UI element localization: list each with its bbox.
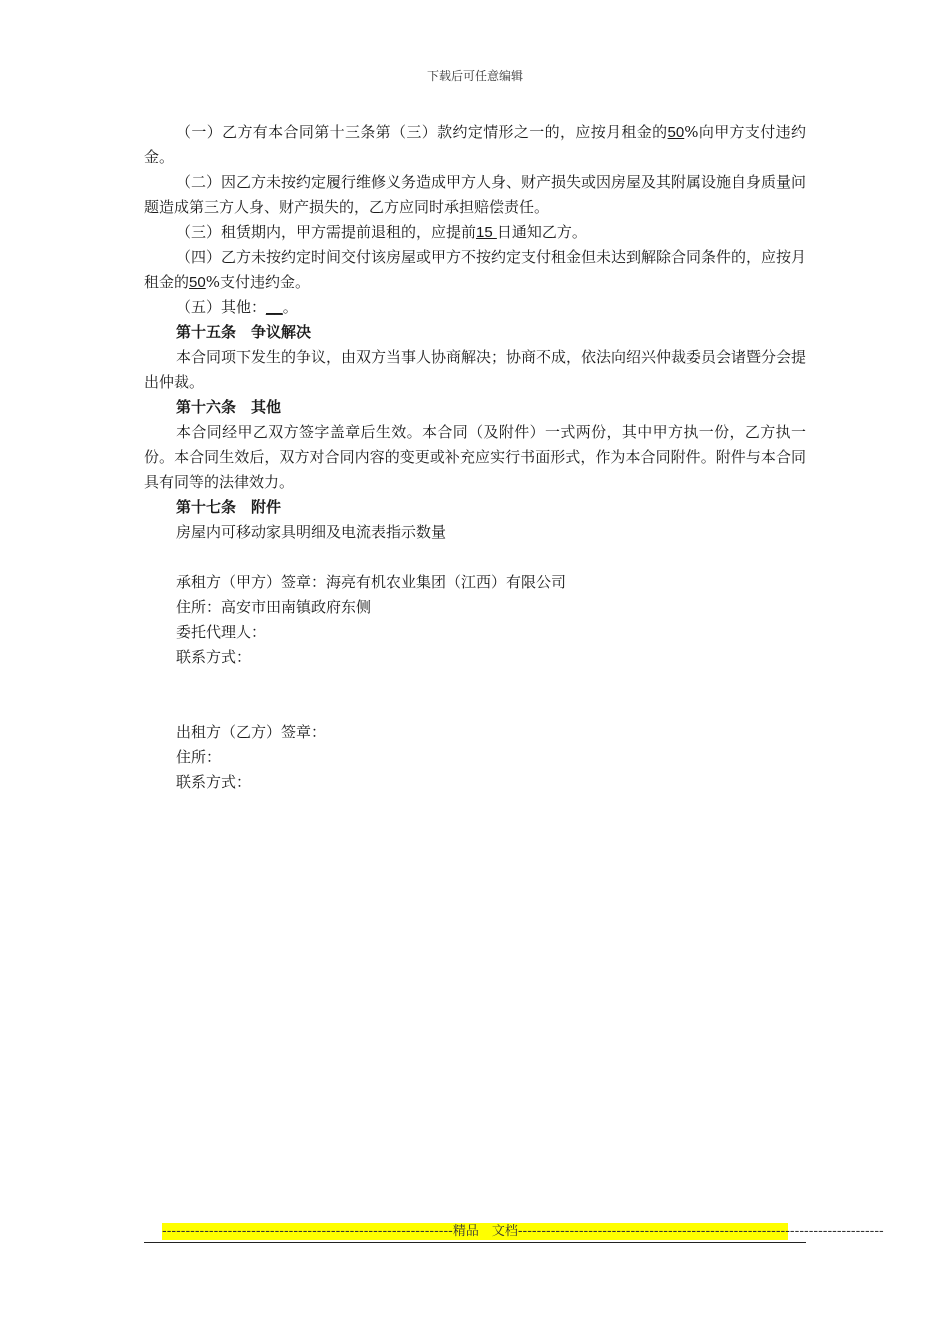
article-16-body: 本合同经甲乙双方签字盖章后生效。本合同（及附件）一式两份，其中甲方执一份，乙方执一份。本合同生效后，双方对合同内容的变更或补充应实行书面形式，作为本合同附件。附件与本合同具有同等的法律效力。	[144, 423, 806, 491]
article-16-heading: 第十六条 其他	[176, 398, 282, 416]
clause-item-4	[144, 245, 806, 295]
spacer	[144, 545, 806, 570]
article-15-heading: 第十五条 争议解决	[176, 323, 312, 341]
lessee-address: 住所：高安市田南镇政府东侧	[176, 598, 372, 616]
clause-item-3-text-a: （三）租赁期内，甲方需提前退租的，应提前	[176, 223, 477, 241]
clause-item-3-text-b: 日通知乙方。	[496, 223, 587, 241]
clause-item-3-days: 15	[476, 224, 497, 241]
header-note: 下载后可任意编辑	[426, 69, 523, 83]
lessee-signature: 承租方（甲方）签章：海亮有机农业集团（江西）有限公司	[176, 573, 567, 591]
clause-item-5	[144, 295, 806, 320]
clause-item-2: （二）因乙方未按约定履行维修义务造成甲方人身、财产损失或因房屋及其附属设施自身质量问题造成第三方人身、财产损失的，乙方应同时承担赔偿责任。	[144, 173, 807, 216]
lessor-signature: 出租方（乙方）签章：	[176, 723, 327, 741]
clause-item-5-text-b: 。	[282, 298, 298, 316]
footer-dashes-right: ------------------------------------------------------------------------------	[517, 1224, 884, 1239]
spacer	[144, 670, 806, 720]
footer-dashes-left: --------------------------------------------------------------	[162, 1224, 453, 1239]
clause-item-1-text-b: %向甲方支付违约金。	[144, 123, 806, 166]
lessor-contact: 联系方式：	[176, 773, 252, 791]
footer-divider	[144, 1242, 806, 1243]
clause-item-1-percent: 50	[667, 124, 685, 141]
clause-item-4-text-b: %支付违约金。	[205, 273, 310, 291]
lessee-agent: 委托代理人：	[176, 623, 267, 641]
footer-banner	[162, 1223, 884, 1240]
clause-item-5-text-a: （五）其他：	[176, 298, 267, 316]
article-17-heading: 第十七条 附件	[176, 498, 282, 516]
lessor-address: 住所：	[176, 748, 222, 766]
clause-item-1	[144, 120, 806, 170]
article-17-body: 房屋内可移动家具明细及电流表指示数量	[176, 523, 447, 541]
footer-label: 精品 文档	[452, 1224, 518, 1239]
clause-item-1-text-a: （一）乙方有本合同第十三条第（三）款约定情形之一的，应按月租金的	[176, 123, 668, 141]
article-15-body: 本合同项下发生的争议，由双方当事人协商解决；协商不成，依法向绍兴仲裁委员会诸暨分会提出仲裁。	[144, 348, 807, 391]
document-body	[144, 120, 806, 795]
clause-item-4-percent: 50	[189, 274, 206, 291]
clause-item-4-text-a: （四）乙方未按约定时间交付该房屋或甲方不按约定支付租金但未达到解除合同条件的，应按月租金的	[144, 248, 807, 291]
clause-item-5-blank: __	[266, 299, 283, 316]
lessee-contact: 联系方式：	[176, 648, 252, 666]
clause-item-3	[144, 220, 806, 245]
